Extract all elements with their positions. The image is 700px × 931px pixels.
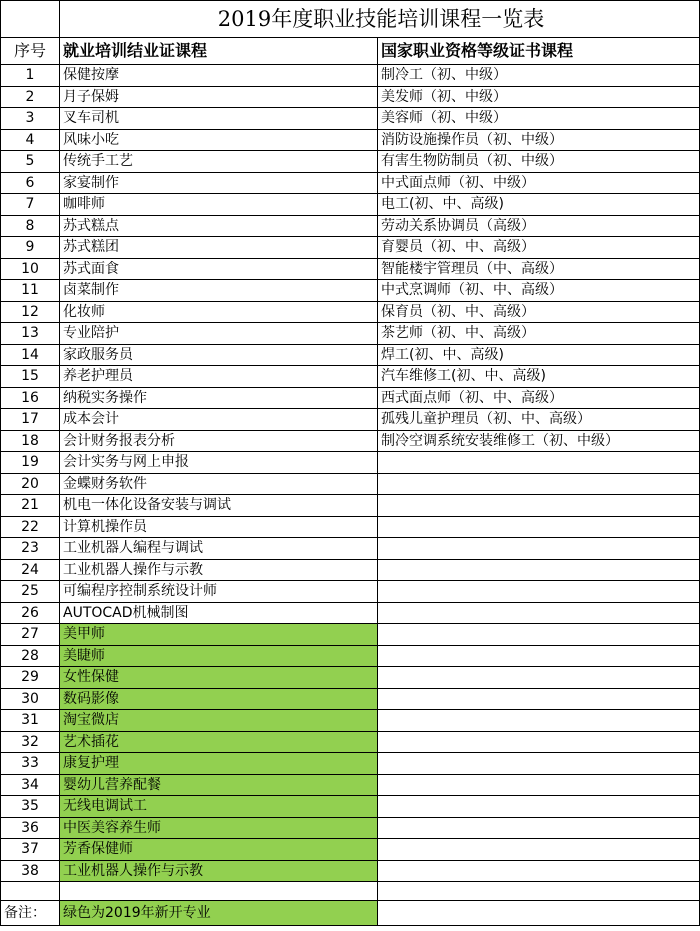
row-serial-cell[interactable]: 30 (1, 688, 60, 710)
row-serial-cell[interactable]: 36 (1, 817, 60, 839)
row-qualification-course-cell[interactable]: 制冷工（初、中级） (378, 65, 700, 87)
row-serial-cell[interactable]: 31 (1, 710, 60, 732)
row-training-course-cell[interactable]: 工业机器人操作与示教 (60, 860, 378, 882)
row-qualification-course-cell[interactable] (378, 495, 700, 517)
row-serial-cell[interactable]: 21 (1, 495, 60, 517)
title-row (1, 1, 700, 38)
row-qualification-course-cell[interactable]: 茶艺师（初、中、高级） (378, 323, 700, 345)
row-qualification-course-cell[interactable]: 中式面点师（初、中级） (378, 172, 700, 194)
note-label[interactable]: 备注： (1, 901, 60, 926)
row-serial-cell[interactable]: 18 (1, 430, 60, 452)
row-training-course-cell[interactable]: 数码影像 (60, 688, 378, 710)
row-serial-cell[interactable]: 9 (1, 237, 60, 259)
note-text[interactable]: 绿色为2019年新开专业 (60, 901, 378, 926)
row-serial-cell[interactable]: 29 (1, 667, 60, 689)
row-qualification-course-cell[interactable] (378, 839, 700, 861)
row-qualification-course-cell[interactable]: 西式面点师（初、中、高级） (378, 387, 700, 409)
page-title[interactable]: 2019年度职业技能培训课程一览表 (60, 1, 700, 38)
row-training-course-cell[interactable]: 淘宝微店 (60, 710, 378, 732)
row-training-course-cell[interactable]: 美睫师 (60, 645, 378, 667)
row-training-course-cell[interactable]: 家宴制作 (60, 172, 378, 194)
table-row (1, 129, 700, 151)
row-training-course-cell[interactable]: 苏式糕点 (60, 215, 378, 237)
row-qualification-course-cell[interactable]: 美容师（初、中级） (378, 108, 700, 130)
row-training-course-cell[interactable]: 叉车司机 (60, 108, 378, 130)
row-training-course-cell[interactable]: 月子保姆 (60, 86, 378, 108)
row-serial-cell[interactable]: 25 (1, 581, 60, 603)
row-qualification-course-cell[interactable]: 育婴员（初、中、高级） (378, 237, 700, 259)
table-row (1, 258, 700, 280)
row-qualification-course-cell[interactable] (378, 559, 700, 581)
row-training-course-cell[interactable]: 苏式糕团 (60, 237, 378, 259)
row-serial-cell[interactable]: 16 (1, 387, 60, 409)
row-serial-cell[interactable]: 12 (1, 301, 60, 323)
table-row (1, 839, 700, 861)
row-serial-cell[interactable]: 2 (1, 86, 60, 108)
row-training-course-cell[interactable]: 中医美容养生师 (60, 817, 378, 839)
row-qualification-course-cell[interactable] (378, 602, 700, 624)
row-training-course-cell[interactable]: 康复护理 (60, 753, 378, 775)
row-qualification-course-cell[interactable] (378, 710, 700, 732)
row-serial-cell[interactable]: 24 (1, 559, 60, 581)
note-empty-cell[interactable] (378, 901, 700, 926)
table-row (1, 516, 700, 538)
table-row (1, 65, 700, 87)
row-serial-cell[interactable]: 8 (1, 215, 60, 237)
row-training-course-cell[interactable]: 咖啡师 (60, 194, 378, 216)
table-row (1, 452, 700, 474)
row-serial-cell[interactable]: 27 (1, 624, 60, 646)
table-row (1, 194, 700, 216)
table-row (1, 538, 700, 560)
row-training-course-cell[interactable]: 保健按摩 (60, 65, 378, 87)
row-qualification-course-cell[interactable]: 电工(初、中、高级) (378, 194, 700, 216)
row-training-course-cell[interactable]: 艺术插花 (60, 731, 378, 753)
row-serial-cell[interactable]: 11 (1, 280, 60, 302)
row-qualification-course-cell[interactable]: 孤残儿童护理员（初、中、高级） (378, 409, 700, 431)
table-row (1, 753, 700, 775)
row-serial-cell[interactable]: 3 (1, 108, 60, 130)
table-row (1, 710, 700, 732)
row-serial-cell[interactable]: 20 (1, 473, 60, 495)
row-serial-cell[interactable]: 4 (1, 129, 60, 151)
row-qualification-course-cell[interactable] (378, 452, 700, 474)
row-qualification-course-cell[interactable] (378, 731, 700, 753)
row-serial-cell[interactable]: 23 (1, 538, 60, 560)
row-qualification-course-cell[interactable]: 制冷空调系统安装维修工（初、中级） (378, 430, 700, 452)
table-row (1, 602, 700, 624)
table-row (1, 344, 700, 366)
table-row (1, 280, 700, 302)
row-serial-cell[interactable]: 6 (1, 172, 60, 194)
table-row (1, 323, 700, 345)
row-training-course-cell[interactable]: 化妆师 (60, 301, 378, 323)
row-serial-cell[interactable]: 34 (1, 774, 60, 796)
row-serial-cell[interactable]: 1 (1, 65, 60, 87)
row-training-course-cell[interactable]: 可编程序控制系统设计师 (60, 581, 378, 603)
row-qualification-course-cell[interactable]: 消防设施操作员（初、中级） (378, 129, 700, 151)
table-row (1, 151, 700, 173)
table-row (1, 796, 700, 818)
table-row (1, 108, 700, 130)
row-training-course-cell[interactable]: 芳香保健师 (60, 839, 378, 861)
row-qualification-course-cell[interactable]: 美发师（初、中级） (378, 86, 700, 108)
row-qualification-course-cell[interactable] (378, 753, 700, 775)
row-training-course-cell[interactable]: 风味小吃 (60, 129, 378, 151)
row-qualification-course-cell[interactable] (378, 538, 700, 560)
row-serial-cell[interactable]: 28 (1, 645, 60, 667)
table-row (1, 774, 700, 796)
note-row (1, 901, 700, 926)
row-qualification-course-cell[interactable]: 智能楼宇管理员（中、高级） (378, 258, 700, 280)
row-training-course-cell[interactable]: 会计实务与网上申报 (60, 452, 378, 474)
table-row (1, 215, 700, 237)
row-serial-cell[interactable]: 10 (1, 258, 60, 280)
row-serial-cell[interactable]: 5 (1, 151, 60, 173)
row-training-course-cell[interactable]: 养老护理员 (60, 366, 378, 388)
row-serial-cell[interactable]: 38 (1, 860, 60, 882)
row-training-course-cell[interactable]: 工业机器人编程与调试 (60, 538, 378, 560)
row-serial-cell[interactable]: 33 (1, 753, 60, 775)
row-training-course-cell[interactable]: AUTOCAD机械制图 (60, 602, 378, 624)
row-training-course-cell[interactable]: 金蝶财务软件 (60, 473, 378, 495)
row-training-course-cell[interactable]: 会计财务报表分析 (60, 430, 378, 452)
row-training-course-cell[interactable]: 成本会计 (60, 409, 378, 431)
row-training-course-cell[interactable]: 计算机操作员 (60, 516, 378, 538)
row-serial-cell[interactable]: 37 (1, 839, 60, 861)
table-row (1, 581, 700, 603)
row-training-course-cell[interactable]: 工业机器人操作与示教 (60, 559, 378, 581)
row-qualification-course-cell[interactable]: 保育员（初、中、高级） (378, 301, 700, 323)
row-qualification-course-cell[interactable] (378, 645, 700, 667)
row-qualification-course-cell[interactable] (378, 473, 700, 495)
row-training-course-cell[interactable]: 纳税实务操作 (60, 387, 378, 409)
row-training-course-cell[interactable]: 机电一体化设备安装与调试 (60, 495, 378, 517)
header-training-course[interactable]: 就业培训结业证课程 (60, 38, 378, 65)
row-qualification-course-cell[interactable]: 汽车维修工(初、中、高级) (378, 366, 700, 388)
row-training-course-cell[interactable]: 传统手工艺 (60, 151, 378, 173)
row-serial-cell[interactable]: 32 (1, 731, 60, 753)
table-row (1, 645, 700, 667)
title-corner-cell[interactable] (1, 1, 60, 38)
row-qualification-course-cell[interactable] (378, 624, 700, 646)
row-serial-cell[interactable]: 7 (1, 194, 60, 216)
table-row (1, 860, 700, 882)
blank-cell[interactable] (378, 882, 700, 901)
table-row (1, 409, 700, 431)
row-qualification-course-cell[interactable] (378, 817, 700, 839)
header-serial[interactable]: 序号 (1, 38, 60, 65)
row-qualification-course-cell[interactable] (378, 581, 700, 603)
table-row (1, 387, 700, 409)
table-row (1, 366, 700, 388)
header-row (1, 38, 700, 65)
header-qualification-course[interactable]: 国家职业资格等级证书课程 (378, 38, 700, 65)
row-training-course-cell[interactable]: 苏式面食 (60, 258, 378, 280)
table-row (1, 495, 700, 517)
row-qualification-course-cell[interactable] (378, 774, 700, 796)
table-row (1, 688, 700, 710)
row-serial-cell[interactable]: 26 (1, 602, 60, 624)
row-serial-cell[interactable]: 17 (1, 409, 60, 431)
row-training-course-cell[interactable]: 家政服务员 (60, 344, 378, 366)
table-row (1, 731, 700, 753)
blank-cell[interactable] (60, 882, 378, 901)
blank-cell[interactable] (1, 882, 60, 901)
table-body (1, 1, 700, 926)
table-row (1, 559, 700, 581)
row-serial-cell[interactable]: 14 (1, 344, 60, 366)
row-qualification-course-cell[interactable] (378, 688, 700, 710)
row-qualification-course-cell[interactable] (378, 516, 700, 538)
table-row (1, 86, 700, 108)
row-serial-cell[interactable]: 13 (1, 323, 60, 345)
row-qualification-course-cell[interactable]: 有害生物防制员（初、中级） (378, 151, 700, 173)
row-serial-cell[interactable]: 15 (1, 366, 60, 388)
row-serial-cell[interactable]: 19 (1, 452, 60, 474)
row-training-course-cell[interactable]: 婴幼儿营养配餐 (60, 774, 378, 796)
row-qualification-course-cell[interactable]: 中式烹调师（初、中、高级） (378, 280, 700, 302)
row-serial-cell[interactable]: 22 (1, 516, 60, 538)
table-row (1, 301, 700, 323)
table-row (1, 473, 700, 495)
row-training-course-cell[interactable]: 美甲师 (60, 624, 378, 646)
table-row (1, 667, 700, 689)
row-training-course-cell[interactable]: 专业陪护 (60, 323, 378, 345)
table-row (1, 430, 700, 452)
row-serial-cell[interactable]: 35 (1, 796, 60, 818)
table-row (1, 172, 700, 194)
row-training-course-cell[interactable]: 卤菜制作 (60, 280, 378, 302)
row-qualification-course-cell[interactable] (378, 796, 700, 818)
row-qualification-course-cell[interactable]: 劳动关系协调员（高级） (378, 215, 700, 237)
row-qualification-course-cell[interactable]: 焊工(初、中、高级) (378, 344, 700, 366)
table-row (1, 237, 700, 259)
row-training-course-cell[interactable]: 女性保健 (60, 667, 378, 689)
table-row (1, 817, 700, 839)
blank-row (1, 882, 700, 901)
row-qualification-course-cell[interactable] (378, 860, 700, 882)
row-qualification-course-cell[interactable] (378, 667, 700, 689)
table-row (1, 624, 700, 646)
row-training-course-cell[interactable]: 无线电调试工 (60, 796, 378, 818)
